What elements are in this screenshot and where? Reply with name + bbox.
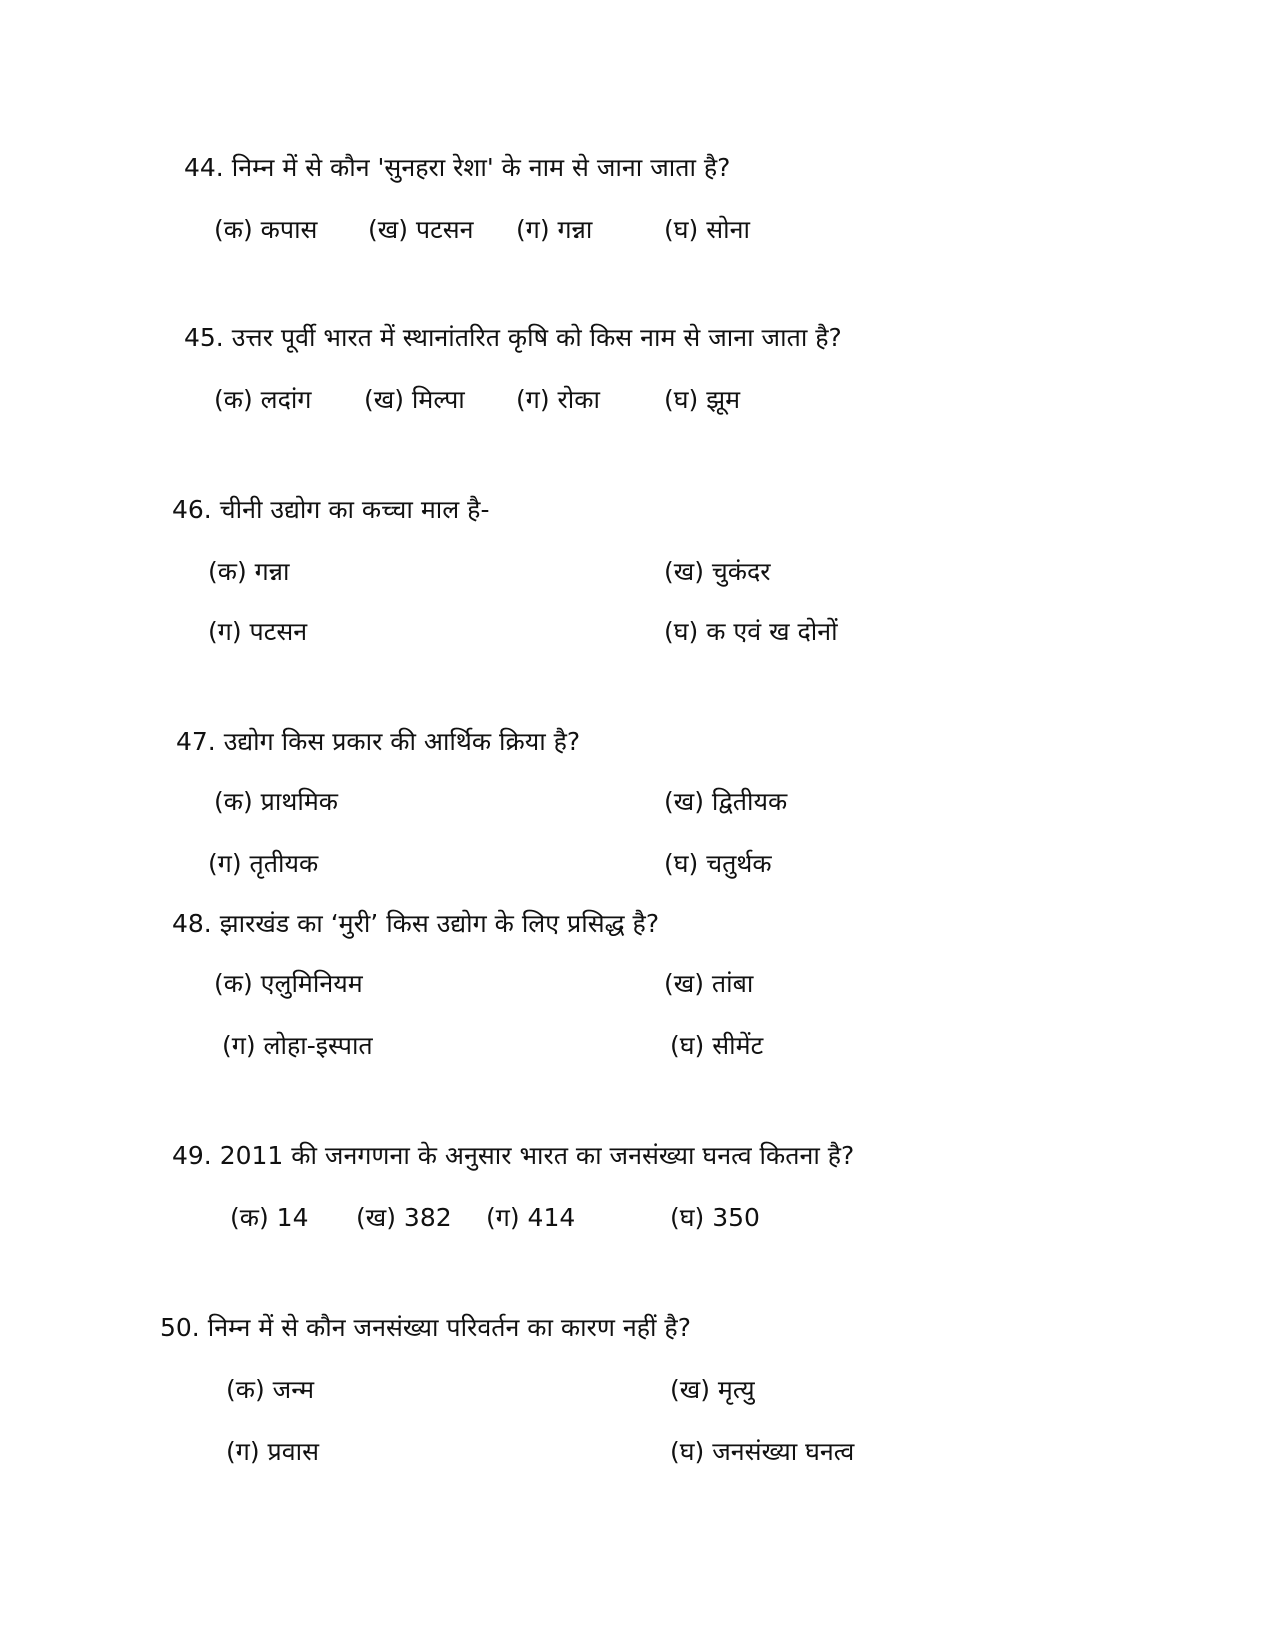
option-text: कपास (260, 215, 318, 244)
option-label: (क) (208, 557, 247, 586)
option-text: 14 (276, 1203, 309, 1232)
q48-option-ga (222, 1030, 373, 1062)
q48-option-gha (670, 1030, 763, 1062)
option-label: (ग) (516, 385, 550, 414)
option-label: (ख) (664, 969, 704, 998)
q50-option-kha (670, 1374, 755, 1406)
q49-option-gha (670, 1202, 760, 1234)
option-label: (घ) (670, 1437, 705, 1466)
option-text: तृतीयक (249, 849, 319, 878)
option-label: (ग) (486, 1203, 520, 1232)
option-label: (क) (214, 969, 253, 998)
option-text: पटसन (415, 215, 474, 244)
option-label: (ग) (208, 617, 242, 646)
option-label: (घ) (664, 385, 699, 414)
question-number: 48. (172, 909, 212, 938)
question-44 (184, 152, 730, 184)
q44-option-ka (214, 214, 317, 246)
q48-option-ka (214, 968, 363, 1000)
option-label: (ख) (356, 1203, 396, 1232)
q45-option-ka (214, 384, 311, 416)
question-text: निम्न में से कौन 'सुनहरा रेशा' के नाम से जाना जाता है? (231, 153, 731, 182)
question-47 (176, 726, 580, 758)
q45-option-ga (516, 384, 600, 416)
option-text: गन्ना (254, 557, 290, 586)
question-text: उद्योग किस प्रकार की आर्थिक क्रिया है? (223, 727, 581, 756)
option-text: सीमेंट (712, 1031, 764, 1060)
q47-option-ka (214, 786, 338, 818)
q47-option-kha (664, 786, 787, 818)
option-text: जनसंख्या घनत्व (712, 1437, 855, 1466)
option-label: (क) (230, 1203, 269, 1232)
option-text: 414 (527, 1203, 576, 1232)
option-label: (क) (226, 1375, 265, 1404)
option-label: (ख) (670, 1375, 710, 1404)
option-text: झूम (706, 385, 741, 414)
question-number: 50. (160, 1313, 200, 1342)
question-text: झारखंड का ‘मुरी’ किस उद्योग के लिए प्रसिद्ध है? (219, 909, 660, 938)
option-text: पटसन (249, 617, 308, 646)
option-label: (क) (214, 215, 253, 244)
q50-option-gha (670, 1436, 854, 1468)
q50-option-ka (226, 1374, 314, 1406)
question-text: 2011 की जनगणना के अनुसार भारत का जनसंख्या घनत्व कितना है? (219, 1141, 855, 1170)
option-text: तांबा (711, 969, 754, 998)
option-text: द्वितीयक (711, 787, 788, 816)
option-label: (ख) (664, 787, 704, 816)
option-text: गन्ना (557, 215, 593, 244)
q44-option-gha (664, 214, 750, 246)
q45-option-kha (364, 384, 465, 416)
question-50 (160, 1312, 691, 1344)
question-number: 47. (176, 727, 216, 756)
question-number: 49. (172, 1141, 212, 1170)
option-label: (ग) (226, 1437, 260, 1466)
question-number: 46. (172, 495, 212, 524)
q50-option-ga (226, 1436, 319, 1468)
option-label: (घ) (670, 1031, 705, 1060)
q44-option-kha (368, 214, 474, 246)
question-text: उत्तर पूर्वी भारत में स्थानांतरित कृषि को किस नाम से जाना जाता है? (231, 323, 842, 352)
q44-option-ga (516, 214, 592, 246)
option-label: (क) (214, 787, 253, 816)
q47-option-gha (664, 848, 772, 880)
option-label: (क) (214, 385, 253, 414)
q47-option-ga (208, 848, 318, 880)
option-text: 382 (403, 1203, 452, 1232)
option-label: (ग) (516, 215, 550, 244)
option-text: लदांग (260, 385, 312, 414)
option-label: (ख) (364, 385, 404, 414)
option-text: चुकंदर (711, 557, 771, 586)
question-48 (172, 908, 659, 940)
option-text: क एवं ख दोनों (706, 617, 838, 646)
option-label: (ख) (664, 557, 704, 586)
option-text: जन्म (272, 1375, 315, 1404)
q46-option-gha (664, 616, 838, 648)
option-text: मृत्यु (717, 1375, 755, 1404)
q48-option-kha (664, 968, 753, 1000)
q46-option-ga (208, 616, 307, 648)
option-text: लोहा-इस्पात (263, 1031, 373, 1060)
option-label: (ग) (222, 1031, 256, 1060)
question-number: 44. (184, 153, 224, 182)
option-label: (घ) (664, 617, 699, 646)
option-text: प्राथमिक (260, 787, 338, 816)
question-46 (172, 494, 489, 526)
option-text: मिल्पा (411, 385, 465, 414)
option-text: चतुर्थक (706, 849, 772, 878)
option-text: रोका (557, 385, 600, 414)
q46-option-kha (664, 556, 771, 588)
option-label: (घ) (664, 215, 699, 244)
option-label: (घ) (670, 1203, 705, 1232)
q45-option-gha (664, 384, 740, 416)
q49-option-kha (356, 1202, 452, 1234)
question-text: चीनी उद्योग का कच्चा माल है- (219, 495, 490, 524)
option-text: 350 (712, 1203, 760, 1232)
question-45 (184, 322, 842, 354)
option-text: प्रवास (267, 1437, 320, 1466)
question-text: निम्न में से कौन जनसंख्या परिवर्तन का कारण नहीं है? (207, 1313, 691, 1342)
q49-option-ka (230, 1202, 308, 1234)
option-text: सोना (706, 215, 750, 244)
option-text: एलुमिनियम (260, 969, 363, 998)
option-label: (घ) (664, 849, 699, 878)
question-number: 45. (184, 323, 224, 352)
option-label: (ख) (368, 215, 408, 244)
q49-option-ga (486, 1202, 575, 1234)
question-49 (172, 1140, 854, 1172)
q46-option-ka (208, 556, 289, 588)
option-label: (ग) (208, 849, 242, 878)
